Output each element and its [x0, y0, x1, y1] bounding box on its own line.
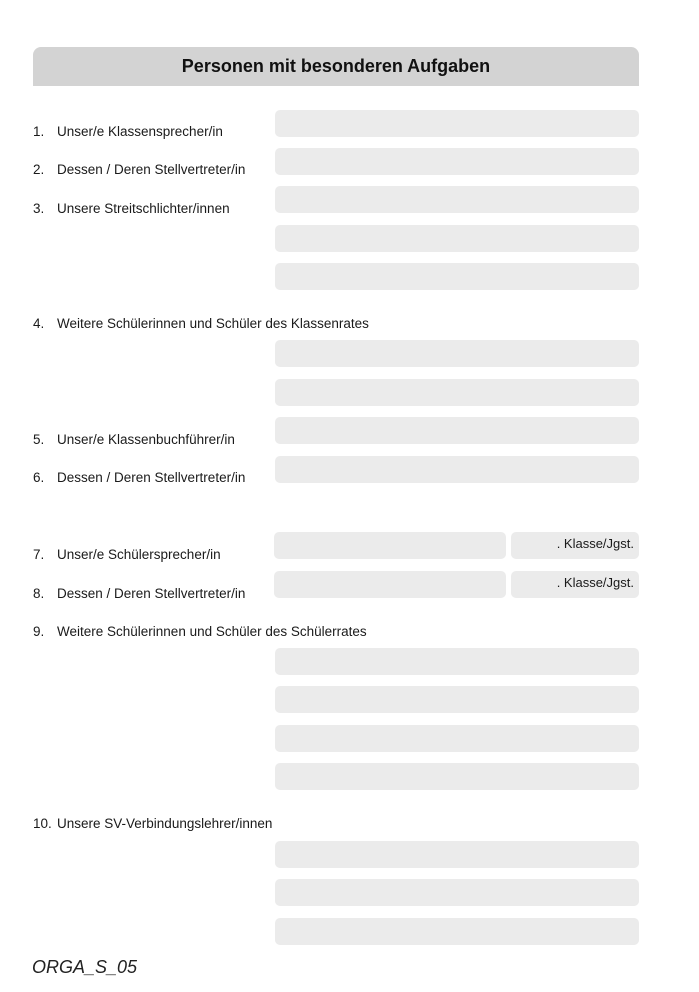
stellvertreter-klasse-field[interactable]	[511, 571, 639, 598]
item-9: 9. Weitere Schülerinnen und Schüler des Schülerrates	[33, 624, 367, 639]
klassenrat-field-2[interactable]	[275, 379, 639, 406]
item-5: 5. Unser/e Klassenbuchführer/in	[33, 432, 235, 447]
item-1: 1. Unser/e Klassensprecher/in	[33, 124, 223, 139]
schuelersprecher-klasse-field[interactable]	[511, 532, 639, 559]
footer-code: ORGA_S_05	[32, 957, 138, 977]
klassenbuchfuehrer-field[interactable]	[275, 417, 639, 444]
klassensprecher-field[interactable]	[275, 110, 639, 137]
page-title: Personen mit besonderen Aufgaben	[33, 47, 639, 86]
verbindungslehrer-field-3[interactable]	[275, 918, 639, 945]
stellvertreter-field[interactable]	[275, 148, 639, 175]
klassenbuch-stellvertreter-field[interactable]	[275, 456, 639, 483]
klassenrat-field-1[interactable]	[275, 340, 639, 367]
schuelersprecher-field[interactable]	[274, 532, 506, 559]
klasse-label: . Klasse/Jgst.	[556, 536, 634, 551]
streitschlichter-field-2[interactable]	[275, 225, 639, 252]
verbindungslehrer-field-1[interactable]	[275, 841, 639, 868]
verbindungslehrer-field-2[interactable]	[275, 879, 639, 906]
item-6: 6. Dessen / Deren Stellvertreter/in	[33, 470, 246, 485]
item-3: 3. Unsere Streitschlichter/innen	[33, 201, 230, 216]
schuelerrat-field-4[interactable]	[275, 763, 639, 790]
schuelerrat-field-1[interactable]	[275, 648, 639, 675]
streitschlichter-field-3[interactable]	[275, 263, 639, 290]
item-7: 7. Unser/e Schülersprecher/in	[33, 547, 221, 562]
item-10: 10. Unsere SV-Verbindungslehrer/innen	[33, 816, 273, 831]
klasse-label: . Klasse/Jgst.	[556, 575, 634, 590]
schuelerrat-field-3[interactable]	[275, 725, 639, 752]
schuelerrat-field-2[interactable]	[275, 686, 639, 713]
item-8: 8. Dessen / Deren Stellvertreter/in	[33, 586, 246, 601]
schuelersprecher-stellvertreter-field[interactable]	[274, 571, 506, 598]
item-4: 4. Weitere Schülerinnen und Schüler des Klassenrates	[33, 316, 369, 331]
streitschlichter-field-1[interactable]	[275, 186, 639, 213]
item-2: 2. Dessen / Deren Stellvertreter/in	[33, 162, 246, 177]
